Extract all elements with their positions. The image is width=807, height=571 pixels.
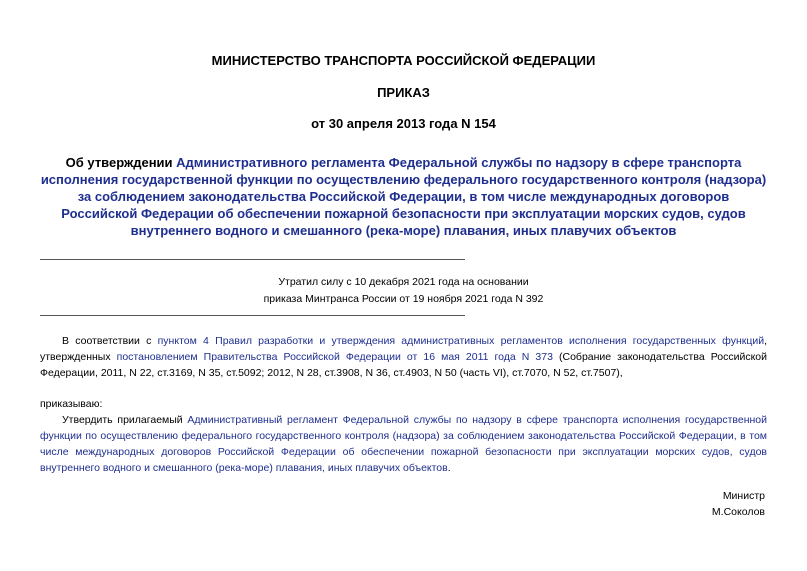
signature-position: Министр	[722, 490, 765, 502]
approve-text-a: Утвердить прилагаемый	[62, 414, 188, 426]
ministry-heading: МИНИСТЕРСТВО ТРАНСПОРТА РОССИЙСКОЙ ФЕДЕРАЦИИ	[211, 53, 596, 68]
status-note-line2: приказа Минтранса России от 19 ноября 2021 года N 392	[263, 293, 544, 305]
basis-text-c: (Собрание законодательства Российской Федерации, 2011, N 22, ст.3169, N 35, ст.5092; 2012, N 28, ст.3908, N 36, ст.4903, N 50 (часть VI), ст.7070, N 52, ст.7507),	[40, 351, 768, 379]
regulation-link[interactable]: Административный регламент Федеральной службы по надзору в сфере транспорта исполнения государственной функции по осуществлению федерального государственного контроля (надзора) за соблюдением законодательства Российской Федерации, в том числе международных договоров Российской Федерации об обеспечении пожарной безопасности при эксплуатации морских судов, судов внутреннего водного и смешанного (река-море) плавания, иных плавучих объектов	[40, 414, 767, 474]
title-prefix: Об утверждении	[65, 155, 177, 170]
rules-point-link[interactable]: пунктом 4 Правил разработки и утверждения административных регламентов исполнения государственных функций	[157, 335, 765, 347]
title-regulation-link[interactable]: Административного регламента Федеральной службы по надзору в сфере транспорта исполнения государственной функции по осуществлению федерального государственного контроля (надзора) за соблюдением законодательства Российской Федерации, в том числе международных договоров Российской Федерации об обеспечении пожарной безопасности при эксплуатации морских судов, судов внутреннего водного и смешанного (река-море) плавания, иных плавучих объектов	[40, 155, 767, 238]
top-divider	[40, 259, 465, 260]
basis-text-b: , утвержденных	[40, 335, 768, 363]
basis-text-a: В соответствии с	[62, 335, 158, 347]
approve-text-b: .	[447, 462, 451, 474]
approve-paragraph	[40, 412, 767, 476]
government-resolution-link[interactable]: постановлением Правительства Российской Федерации от 16 мая 2011 года N 373	[116, 351, 553, 363]
bottom-divider	[40, 315, 465, 316]
date-number-heading: от 30 апреля 2013 года N 154	[311, 116, 496, 131]
orders-label: приказываю:	[40, 398, 103, 410]
document-title	[40, 154, 767, 239]
basis-paragraph	[40, 333, 767, 381]
status-note-line1: Утратил силу с 10 декабря 2021 года на основании	[278, 276, 529, 288]
doc-type-heading: ПРИКАЗ	[377, 85, 430, 100]
signature-name: М.Соколов	[711, 506, 765, 518]
